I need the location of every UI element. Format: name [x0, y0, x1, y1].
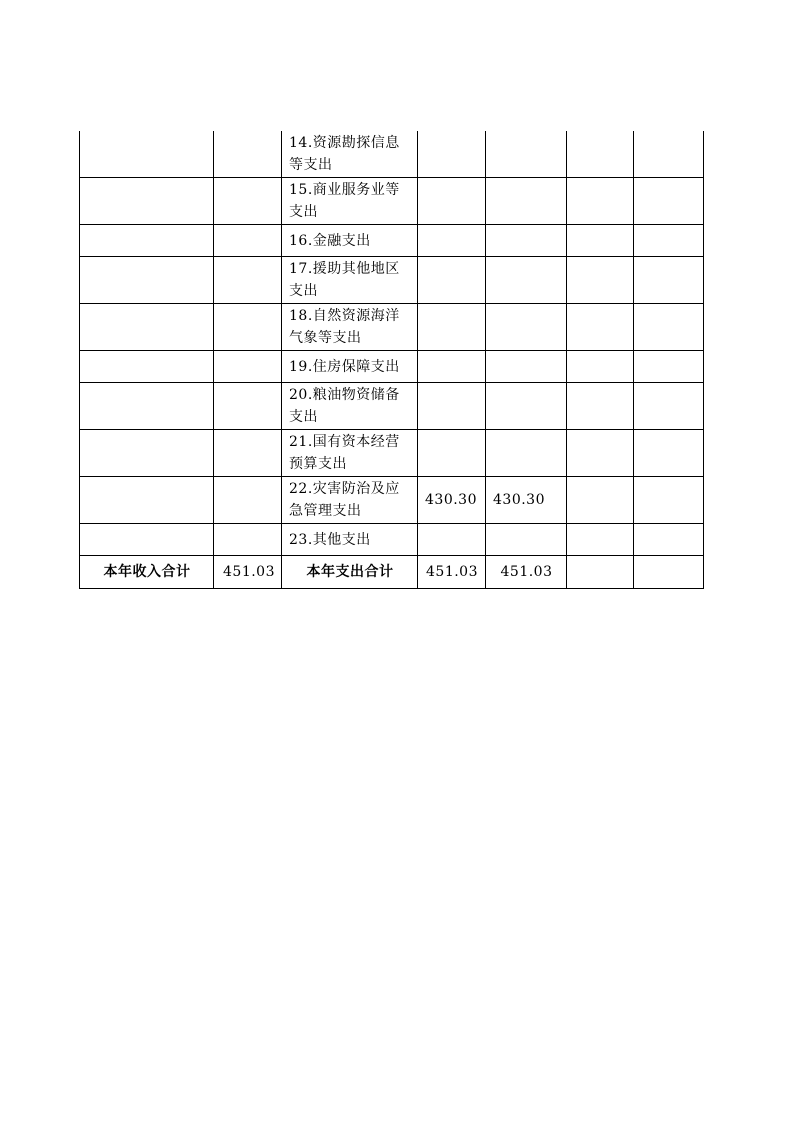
expense-general-total-value: 451.03	[486, 556, 567, 589]
expense-item-cell: 14.资源勘探信息等支出	[282, 131, 418, 178]
expense-general-cell	[486, 131, 567, 178]
empty-cell	[634, 131, 704, 178]
expense-total-cell	[418, 257, 486, 304]
expense-item-cell: 21.国有资本经营预算支出	[282, 430, 418, 477]
empty-cell	[567, 225, 634, 257]
expense-total-cell	[418, 351, 486, 383]
empty-cell	[634, 304, 704, 351]
expense-total-cell	[418, 304, 486, 351]
income-item-cell	[80, 131, 214, 178]
empty-cell	[634, 351, 704, 383]
expense-total-cell: 430.30	[418, 477, 486, 524]
expense-total-cell	[418, 430, 486, 477]
empty-cell	[567, 524, 634, 556]
expense-item-cell: 22.灾害防治及应急管理支出	[282, 477, 418, 524]
income-item-cell	[80, 304, 214, 351]
expense-total-value: 451.03	[418, 556, 486, 589]
table-row	[80, 178, 704, 225]
empty-cell	[567, 477, 634, 524]
income-item-cell	[80, 257, 214, 304]
table-row	[80, 430, 704, 477]
expense-item-cell: 17.援助其他地区支出	[282, 257, 418, 304]
empty-cell	[567, 131, 634, 178]
income-item-cell	[80, 225, 214, 257]
income-amount-cell	[214, 178, 282, 225]
income-amount-cell	[214, 430, 282, 477]
expense-general-cell: 430.30	[486, 477, 567, 524]
totals-row	[80, 556, 704, 589]
empty-cell	[567, 383, 634, 430]
expense-general-cell	[486, 524, 567, 556]
empty-cell	[567, 351, 634, 383]
table-row	[80, 225, 704, 257]
income-amount-cell	[214, 304, 282, 351]
expense-item-cell: 18.自然资源海洋气象等支出	[282, 304, 418, 351]
income-amount-cell	[214, 351, 282, 383]
empty-cell	[634, 225, 704, 257]
expense-general-cell	[486, 178, 567, 225]
expense-general-cell	[486, 257, 567, 304]
income-amount-cell	[214, 225, 282, 257]
expense-general-cell	[486, 304, 567, 351]
income-item-cell	[80, 178, 214, 225]
budget-table	[79, 131, 704, 589]
income-amount-cell	[214, 383, 282, 430]
expense-item-cell: 19.住房保障支出	[282, 351, 418, 383]
table-row	[80, 304, 704, 351]
income-amount-cell	[214, 257, 282, 304]
empty-cell	[567, 178, 634, 225]
table-row	[80, 477, 704, 524]
table-row	[80, 351, 704, 383]
expense-general-cell	[486, 351, 567, 383]
income-amount-cell	[214, 524, 282, 556]
expense-general-cell	[486, 225, 567, 257]
income-item-cell	[80, 351, 214, 383]
expense-item-cell: 15.商业服务业等支出	[282, 178, 418, 225]
empty-cell	[634, 556, 704, 589]
expense-general-cell	[486, 430, 567, 477]
table-row	[80, 257, 704, 304]
income-item-cell	[80, 383, 214, 430]
expense-item-cell: 20.粮油物资储备支出	[282, 383, 418, 430]
expense-total-cell	[418, 383, 486, 430]
income-item-cell	[80, 524, 214, 556]
expense-total-cell	[418, 178, 486, 225]
empty-cell	[634, 524, 704, 556]
expense-item-cell: 16.金融支出	[282, 225, 418, 257]
income-amount-cell	[214, 477, 282, 524]
empty-cell	[634, 430, 704, 477]
expense-total-cell	[418, 225, 486, 257]
expense-item-cell: 23.其他支出	[282, 524, 418, 556]
expense-total-cell	[418, 524, 486, 556]
expense-total-cell	[418, 131, 486, 178]
empty-cell	[634, 257, 704, 304]
income-total-label: 本年收入合计	[80, 556, 214, 589]
table-row	[80, 383, 704, 430]
expense-total-label: 本年支出合计	[282, 556, 418, 589]
empty-cell	[634, 178, 704, 225]
empty-cell	[567, 556, 634, 589]
empty-cell	[634, 383, 704, 430]
expense-general-cell	[486, 383, 567, 430]
empty-cell	[567, 430, 634, 477]
income-amount-cell	[214, 131, 282, 178]
empty-cell	[634, 477, 704, 524]
income-item-cell	[80, 477, 214, 524]
table-row	[80, 131, 704, 178]
income-item-cell	[80, 430, 214, 477]
empty-cell	[567, 304, 634, 351]
empty-cell	[567, 257, 634, 304]
table-row	[80, 524, 704, 556]
income-total-value: 451.03	[214, 556, 282, 589]
